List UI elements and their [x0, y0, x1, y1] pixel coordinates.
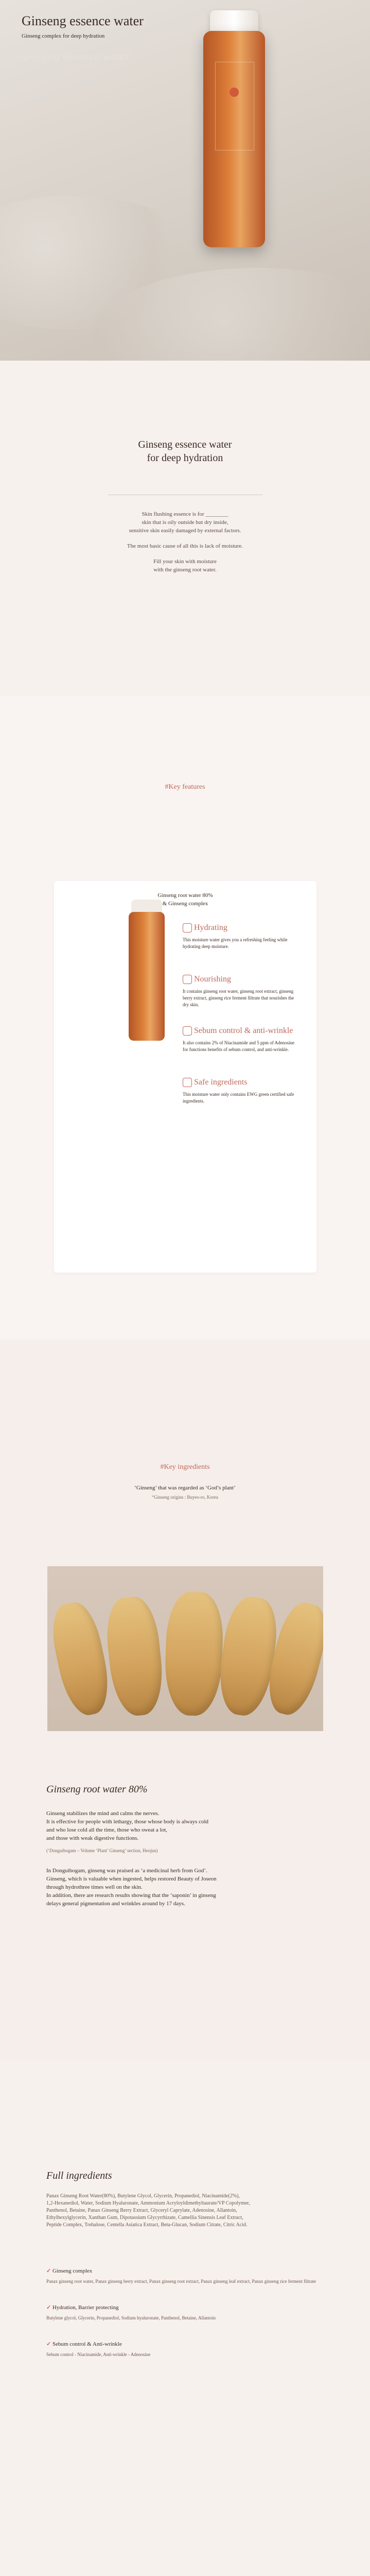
- ingredient-point: [46, 2303, 324, 2321]
- ingredient-points: [46, 2267, 324, 2358]
- feature-header: [183, 1077, 296, 1088]
- intro-title-wrap: [0, 438, 370, 465]
- point-title-text: Ginseng complex: [52, 2268, 93, 2274]
- ginseng-roots-image: [47, 1566, 323, 1731]
- intro-line: with the ginseng root water.: [153, 567, 217, 573]
- brand-mark-icon: [230, 88, 239, 97]
- para-line: In addition, there are research results showing that the ‘saponin’ in ginseng: [46, 1892, 216, 1899]
- hero-section: [0, 0, 370, 361]
- ingredient-line: Panthenol, Betaine, Panax Ginseng Berry Extract, Glyceryl Caprylate, Adenosine, Allantoin,: [46, 2208, 237, 2213]
- bottle-label-frame: [215, 62, 254, 150]
- intro-line: Fill your skin with moisture: [153, 558, 217, 565]
- para-line: and those with weak digestive functions.: [46, 1835, 139, 1841]
- quote-text: ‘Ginseng’ that was regarded as ‘God’s plant’: [134, 1485, 236, 1491]
- hero-subtitle: Ginseng complex for deep hydration: [22, 33, 105, 39]
- features-tag: #Key features: [165, 783, 205, 791]
- nourishing-icon: [183, 975, 192, 984]
- feature-text: It also contains 2% of Niacinamide and 5 ppm of Adenosine for functions benefits of sebum control, and anti-wrinkle.: [183, 1040, 294, 1052]
- point-title-text: Hydration, Barrier protecting: [52, 2304, 119, 2311]
- point-title: [46, 2303, 324, 2312]
- features-top-line1: Ginseng root water 80%: [157, 892, 213, 899]
- intro-line: sensitive skin easily damaged by external factors.: [129, 528, 241, 534]
- point-text: Sebum control - Niacinamide, Anti-wrinkle - Adenosine: [46, 2352, 151, 2357]
- point-title-text: Sebum control & Anti-wrinkle: [52, 2341, 122, 2347]
- quote-subtext: “Ginseng origins : Buyeo-ro, Korea: [152, 1495, 218, 1500]
- feature-header: [183, 922, 296, 934]
- check-icon: ✓: [46, 2268, 51, 2274]
- feature-header: [183, 974, 296, 985]
- point-title: [46, 2267, 324, 2275]
- hero-title: Ginseng essence water: [22, 13, 144, 28]
- intro-title-line1: Ginseng essence water: [138, 439, 232, 450]
- ingredients-tag: #Key ingredients: [160, 1463, 210, 1471]
- product-bottle: [129, 912, 165, 1041]
- features-section: [0, 696, 370, 1340]
- intro-line: The most basic cause of all this is lack of moisture.: [127, 543, 243, 549]
- para-line: and who lose cold all the time, those who sweat a lot,: [46, 1827, 167, 1833]
- intro-line: Skin flushing essence is for ________: [142, 511, 228, 517]
- safe-ingredients-icon: [183, 1078, 192, 1087]
- root-water-para: [46, 1809, 324, 1842]
- hero-text: [22, 13, 207, 62]
- feature-title: Safe ingredients: [194, 1078, 248, 1087]
- intro-body: [0, 510, 370, 574]
- root-water-title: Ginseng root water 80%: [46, 1784, 148, 1795]
- feature-text: This moisture water only contains EWG green certified safe ingredients.: [183, 1092, 294, 1104]
- point-text: Panax ginseng root water, Panax ginseng berry extract, Panax ginseng root extract, Panax ginseng leaf extract, Panax ginseng rice ferment filtrate: [46, 2279, 316, 2284]
- feature-text: This moisture water gives you a refreshing feeling while hydrating deep moisture.: [183, 937, 288, 949]
- feature-title: Hydrating: [194, 923, 227, 932]
- feature-title: Sebum control & anti-wrinkle: [194, 1026, 293, 1035]
- feature-item: [183, 1025, 296, 1053]
- ingredient-line: 1,2-Hexanediol, Water, Sodium Hyaluronate, Ammonium Acryloyldimethyltaurate/VP Copolymer,: [46, 2200, 250, 2206]
- ingredient-point: [46, 2267, 324, 2285]
- feature-item: [183, 1077, 296, 1105]
- ginseng-root: [47, 1599, 115, 1719]
- ginseng-root: [103, 1595, 166, 1718]
- point-text: Butylene glycol, Glycerin, Propanediol, Sodium hyaluronate, Panthenol, Betaine, Allantoin: [46, 2315, 216, 2320]
- hydrating-icon: [183, 923, 192, 933]
- para-line: It is effective for people with lethargy, those whose body is always cold: [46, 1819, 209, 1825]
- root-water-para: [46, 1867, 324, 1908]
- para-line: delays general pigmentation and wrinkles around by 17 days.: [46, 1901, 185, 1907]
- intro-section: [0, 361, 370, 696]
- quote-wrap: [0, 1484, 370, 1501]
- full-title: Full ingredients: [46, 2170, 112, 2181]
- para-line: Ginseng, which is valuable when ingested, helps restored Beauty of Joseon: [46, 1876, 217, 1882]
- feature-item: [183, 974, 296, 1008]
- para-line: In Donguibogam, ginseng was praised as ‘a medicinal herb from God’.: [46, 1868, 207, 1874]
- ingredient-line: Ethylhexylglycerin, Xanthan Gum, Dipotassium Glycyrrhizate, Camellia Sinensis Leaf Extract,: [46, 2215, 243, 2221]
- ginseng-root: [164, 1591, 224, 1717]
- features-top: [54, 891, 316, 908]
- sebum-control-icon: [183, 1026, 192, 1036]
- check-icon: ✓: [46, 2341, 51, 2347]
- feature-title: Nourishing: [194, 975, 231, 984]
- key-ingredients-section: [0, 1340, 370, 2061]
- root-water-block: [46, 1783, 324, 1908]
- para-line: Ginseng stabilizes the mind and calms the nerves.: [46, 1810, 160, 1817]
- full-ingredients-list: [46, 2193, 324, 2229]
- ingredient-line: Panax Ginseng Root Water(80%), Butylene Glycol, Glycerin, Propanediol, Niacinamide(2%),: [46, 2193, 240, 2199]
- para-footnote: (‘Donguibogam – Volume ‘Plant’ Ginseng’ section, Heojun): [46, 1848, 158, 1853]
- features-card: [54, 881, 316, 1273]
- check-icon: ✓: [46, 2304, 51, 2311]
- ingredient-point: [46, 2340, 324, 2358]
- hero-script-line: ginseng essence water: [23, 52, 130, 62]
- intro-line: skin that is oily outside but dry inside,: [142, 519, 228, 526]
- point-title: [46, 2340, 324, 2348]
- features-top-line2: & Ginseng complex: [162, 901, 208, 907]
- intro-title-line2: for deep hydration: [147, 452, 223, 464]
- para-line: through hydrothree times well on the skin.: [46, 1884, 143, 1890]
- feature-header: [183, 1025, 296, 1037]
- ingredient-line: Peptide Complex, Trehalose, Centella Asiatica Extract, Beta-Glucan, Sodium Citrate, Citric Acid.: [46, 2222, 248, 2228]
- feature-item: [183, 922, 296, 950]
- full-ingredients-section: [0, 2061, 370, 2576]
- feature-text: It contains ginseng root water, ginseng root extract, ginseng berry extract, ginseng rice ferment filtrate that nourishes the dry skin.: [183, 989, 294, 1007]
